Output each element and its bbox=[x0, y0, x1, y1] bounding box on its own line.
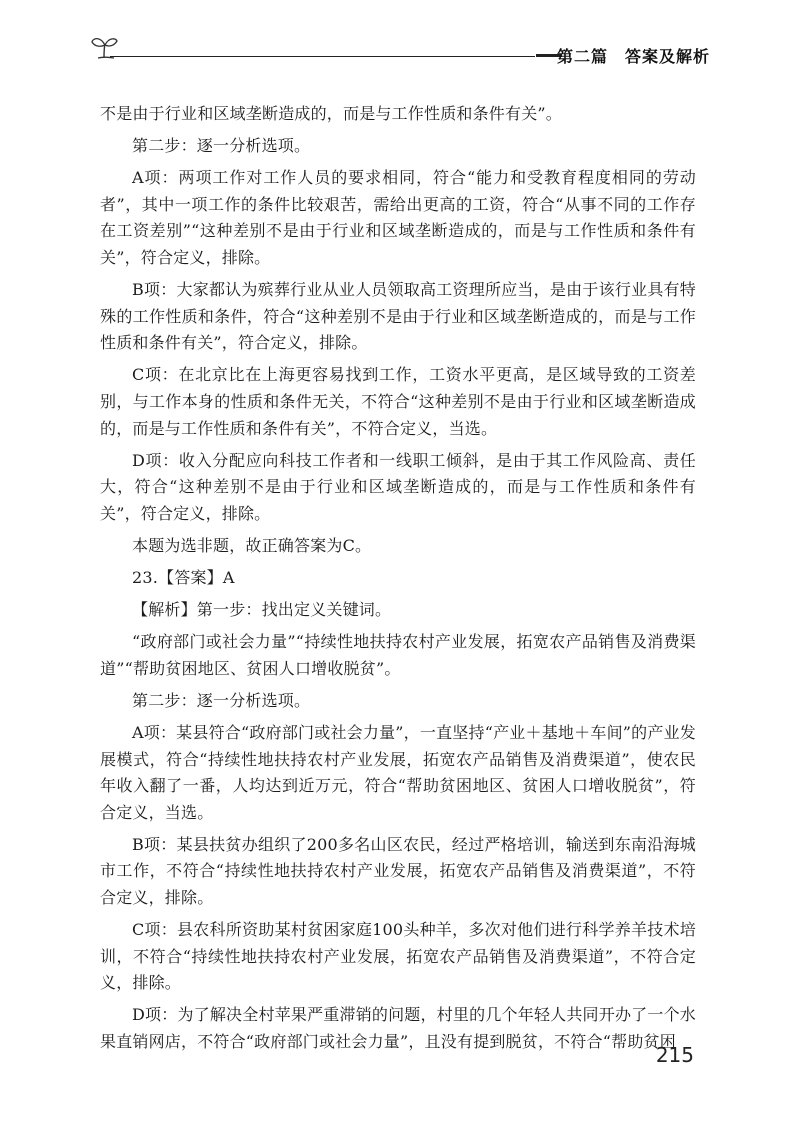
page-body bbox=[100, 101, 696, 1061]
paragraph-option-c-23: C项：县农科所资助某村贫困家庭100头种羊，多次对他们进行科学养羊技术培训，不符合“持续性地扶持农村产业发展，拓宽农产品销售及消费渠道”，不符合定义，排除。 bbox=[100, 920, 696, 993]
paragraph-option-a: A项：两项工作对工作人员的要求相同，符合“能力和受教育程度相同的劳动者”，其中一项工作的条件比较艰苦，需给出更高的工资，符合“从事不同的工作存在工资差别”“这种差别不是由于行业和区域垄断造成的，而是与工作性质和条件有关”，符合定义，排除。 bbox=[100, 168, 696, 267]
paragraph-conclusion: 本题为选非题，故正确答案为C。 bbox=[132, 535, 372, 555]
paragraph-step-two-b: 第二步：逐一分析选项。 bbox=[132, 690, 311, 710]
paragraph-option-b-23: B项：某县扶贫办组织了200多名山区农民，经过严格培训，输送到东南沿海城市工作，不符合“持续性地扶持农村产业发展，拓宽农产品销售及消费渠道”，不符合定义，排除。 bbox=[100, 834, 696, 908]
paragraph-option-b: B项：大家都认为殡葬行业从业人员领取高工资理所应当，是由于该行业具有特殊的工作性质和条件，符合“这种差别不是由于行业和区域垄断造成的，而是与工作性质和条件有关”，符合定义，排除。 bbox=[100, 280, 696, 353]
section-title: 第二篇 答案及解析 bbox=[556, 47, 710, 66]
paragraph-step-two: 第二步：逐一分析选项。 bbox=[132, 136, 311, 156]
paragraph-option-d-23: D项：为了解决全村苹果严重滞销的问题，村里的几个年轻人共同开办了一个水果直销网店，不符合“政府部门或社会力量”，且没有提到脱贫，不符合“帮助贫困 bbox=[100, 1005, 696, 1051]
header-rule bbox=[110, 56, 535, 57]
paragraph-continuation: 不是由于行业和区域垄断造成的，而是与工作性质和条件有关”。 bbox=[100, 104, 562, 123]
paragraph-keywords: “政府部门或社会力量”“持续性地扶持农村产业发展，拓宽农产品销售及消费渠道”“帮助贫困地区、贫困人口增收脱贫”。 bbox=[100, 632, 696, 678]
paragraph-option-d: D项：收入分配应向科技工作者和一线职工倾斜，是由于其工作风险高、责任大，符合“这种差别不是由于行业和区域垄断造成的，而是与工作性质和条件有关”，符合定义，排除。 bbox=[100, 450, 696, 523]
paragraph-option-c: C项：在北京比在上海更容易找到工作，工资水平更高，是区域导致的工资差别，与工作本身的性质和条件无关，不符合“这种差别不是由于行业和区域垄断造成的，而是与工作性质和条件有关”，不符合定义，当选。 bbox=[100, 365, 696, 438]
analysis-step-one: 【解析】第一步：找出定义关键词。 bbox=[132, 600, 392, 620]
answer-heading-23: 23.【答案】A bbox=[132, 568, 235, 587]
running-header bbox=[90, 30, 710, 70]
paragraph-option-a-23: A项：某县符合“政府部门或社会力量”，一直坚持“产业＋基地＋车间”的产业发展模式，符合“持续性地扶持农村产业发展，拓宽农产品销售及消费渠道”，使农民年收入翻了一番，人均达到近万元，符合“帮助贫困地区、贫困人口增收脱贫”，符合定义，当选。 bbox=[100, 722, 696, 822]
page-number: 215 bbox=[655, 1043, 694, 1067]
sprout-leaf-icon bbox=[90, 32, 120, 62]
